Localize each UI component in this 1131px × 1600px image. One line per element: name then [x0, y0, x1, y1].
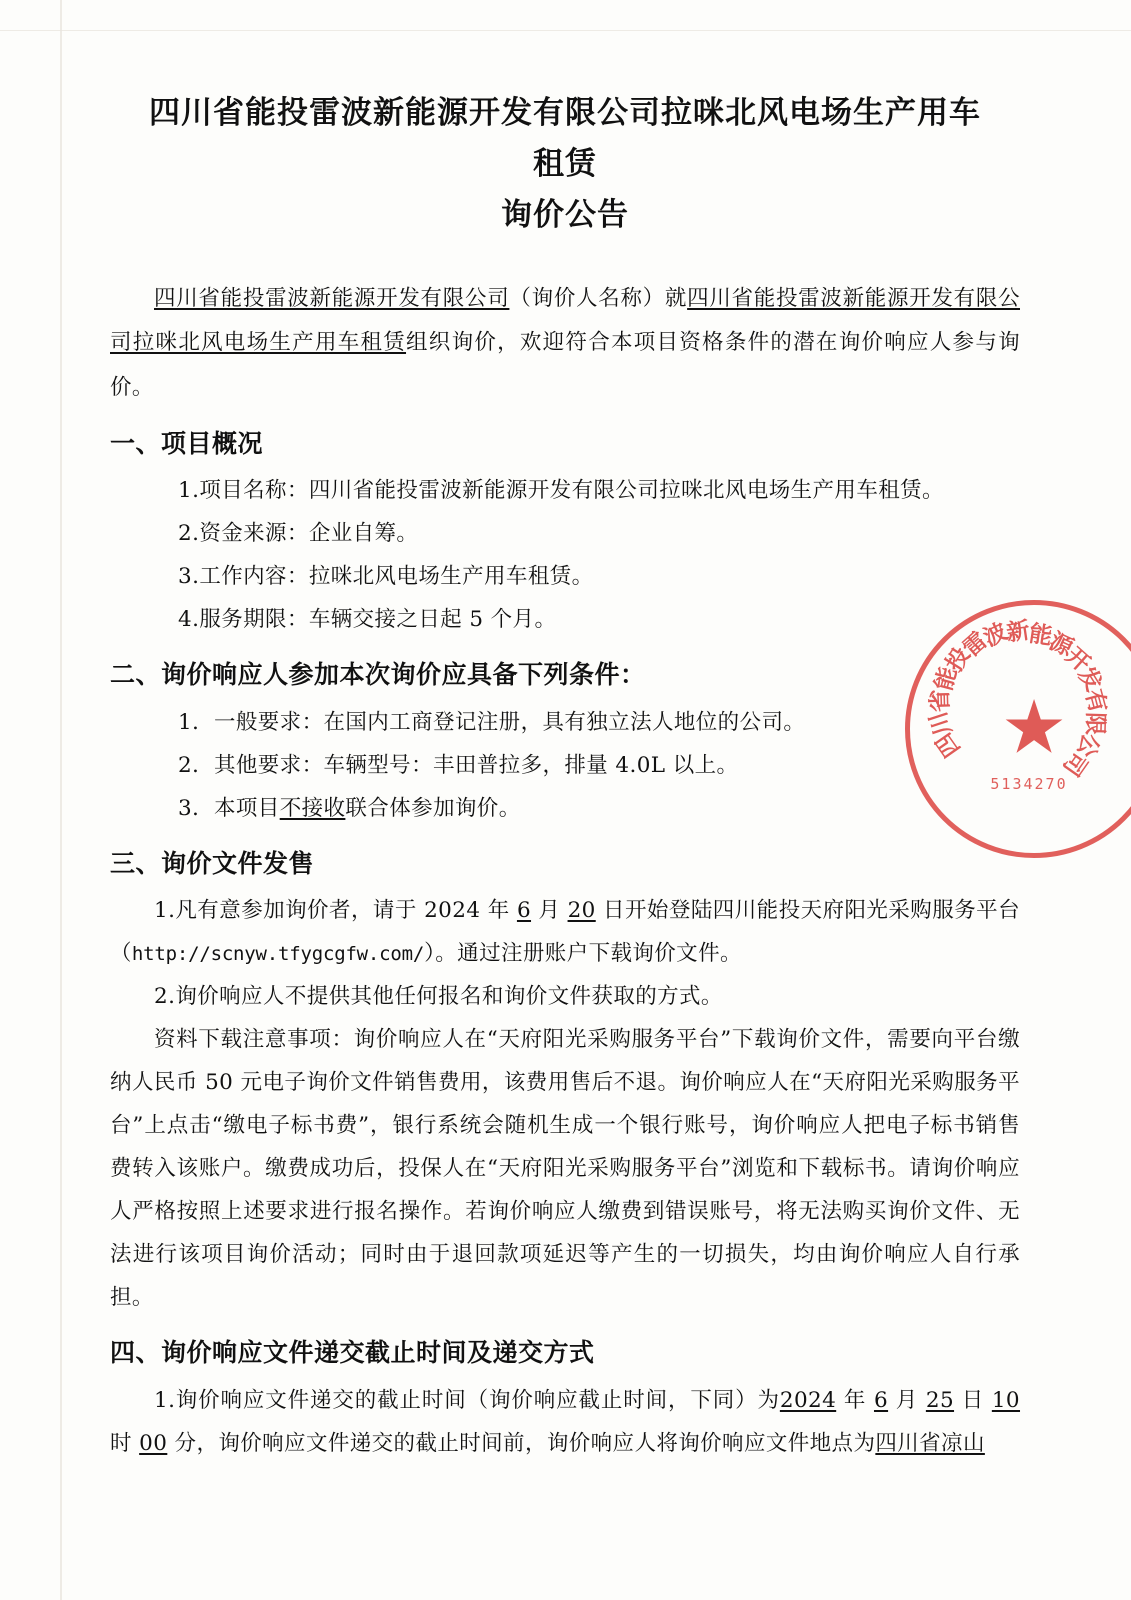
section-heading-2: 二、询价响应人参加本次询价应具备下列条件：	[110, 660, 646, 690]
section2-item-2: 2．其他要求：车辆型号：丰田普拉多，排量 4.0L 以上。	[178, 752, 739, 778]
intro-company-name: 四川省能投雷波新能源开发有限公司	[154, 286, 510, 312]
section4-p1-c: 月	[888, 1387, 926, 1413]
section4-paragraph-1	[110, 1379, 1020, 1465]
deadline-month: 6	[873, 1387, 889, 1413]
scan-artifact-top	[0, 30, 1131, 31]
section-heading-4: 四、询价响应文件递交截止时间及递交方式	[110, 1338, 595, 1368]
procurement-platform-url[interactable]: http://scnyw.tfygcgfw.com/	[131, 943, 425, 966]
seal-char: 雷	[957, 626, 993, 663]
section4-p1-a: 1.询价响应文件递交的截止时间（询价响应截止时间，下同）为	[154, 1387, 780, 1413]
section4-p1-e: 时	[110, 1430, 140, 1456]
seal-char: 投	[940, 642, 976, 677]
deadline-year: 2024	[779, 1387, 837, 1413]
section3-p1-d: ）。通过注册账户下载询价文件。	[424, 941, 742, 967]
star-icon: ★	[1000, 684, 1068, 771]
intro-paragraph	[110, 277, 1020, 409]
section2-item-1: 1．一般要求：在国内工商登记注册，具有独立法人地位的公司。	[178, 709, 806, 735]
section4-p1-b: 年	[836, 1387, 874, 1413]
seal-char: 能	[1027, 619, 1054, 651]
seal-char: 开	[1060, 642, 1096, 678]
seal-char: 新	[1004, 616, 1032, 647]
section1-item-3: 3.工作内容：拉咪北风电场生产用车租赁。	[178, 564, 594, 590]
seal-code-text: 5134270	[990, 775, 1068, 793]
section3-paragraph-1	[110, 889, 1020, 975]
section3-paragraph-2: 2.询价响应人不提供其他任何报名和询价文件获取的方式。	[154, 984, 723, 1010]
deadline-minute: 00	[139, 1430, 168, 1456]
title-spacer	[110, 241, 1020, 277]
section2-item3-suffix: 联合体参加询价。	[345, 795, 521, 821]
seal-char: 发	[1072, 662, 1108, 696]
section2-item3-emphasis: 不接收	[279, 795, 346, 821]
section-heading-3: 三、询价文件发售	[110, 848, 315, 878]
page-title-line-1: 四川省能投雷波新能源开发有限公司拉咪北风电场生产用车租赁	[149, 95, 981, 183]
section4-p1-d: 日	[954, 1387, 992, 1413]
seal-char: 波	[979, 617, 1012, 652]
submission-place: 四川省凉山	[875, 1430, 985, 1456]
seal-char: 四	[930, 727, 966, 763]
seal-char: 司	[1057, 746, 1093, 782]
section4-p1-f: 分，询价响应文件递交的截止时间前，询价响应人将询价响应文件地点为	[167, 1430, 876, 1456]
section1-item-1: 1.项目名称：四川省能投雷波新能源开发有限公司拉咪北风电场生产用车租赁。	[178, 478, 944, 504]
section3-p1-c: 日开始登陆四川能投天府阳光采购服务平台（	[110, 898, 1021, 967]
deadline-day: 25	[925, 1387, 955, 1413]
section3-p1-b: 月	[531, 898, 568, 924]
seal-char: 限	[1081, 711, 1109, 736]
intro-project-name: 四川省能投雷波新能源开发有限公司拉咪北风电场生产用车租赁	[110, 286, 1020, 356]
seal-char: 能	[930, 664, 963, 694]
section2-item-3	[110, 787, 1020, 830]
deadline-hour: 10	[991, 1387, 1021, 1413]
seal-char: 省	[926, 688, 955, 713]
section3-p1-a: 1.凡有意参加询价者，请于 2024 年	[154, 898, 517, 924]
seal-char: 源	[1045, 627, 1078, 662]
intro-after-company: （询价人名称）就	[509, 286, 688, 312]
page-title	[140, 88, 990, 241]
section-heading-1: 一、项目概况	[110, 428, 264, 458]
section3-p1-day: 20	[567, 898, 596, 924]
section3-paragraph-3: 资料下载注意事项：询价响应人在“天府阳光采购服务平台”下载询价文件，需要向平台缴纳人民币 50 元电子询价文件销售费用，该费用售后不退。询价响应人在“天府阳光采购服务平台”上点击“缴电子标书费”，银行系统会随机生成一个银行账号，询价响应人把电子标书销售费转入该账户。缴费成功后，投保人在“天府阳光采购服务平台”浏览和下载标书。请询价响应人严格按照上述要求进行报名操作。若询价响应人缴费到错误账号，将无法购买询价文件、无法进行该项目询价活动；同时由于退回款项延迟等产生的一切损失，均由询价响应人自行承担。	[110, 1027, 1020, 1311]
intro-tail: 组织询价，欢迎符合本项目资格条件的潜在询价响应人参与询价。	[110, 330, 1020, 400]
document-body	[110, 88, 1020, 1465]
scan-artifact-left	[60, 0, 62, 1600]
section1-item-2: 2.资金来源：企业自筹。	[178, 521, 419, 547]
section2-item3-prefix: 3．本项目	[178, 795, 280, 821]
seal-char: 有	[1079, 686, 1112, 716]
page-title-line-2: 询价公告	[501, 197, 629, 234]
section3-p1-month: 6	[516, 898, 532, 924]
seal-char: 公	[1071, 730, 1105, 761]
section1-item-4: 4.服务期限：车辆交接之日起 5 个月。	[178, 607, 557, 633]
seal-char: 川	[924, 708, 958, 739]
